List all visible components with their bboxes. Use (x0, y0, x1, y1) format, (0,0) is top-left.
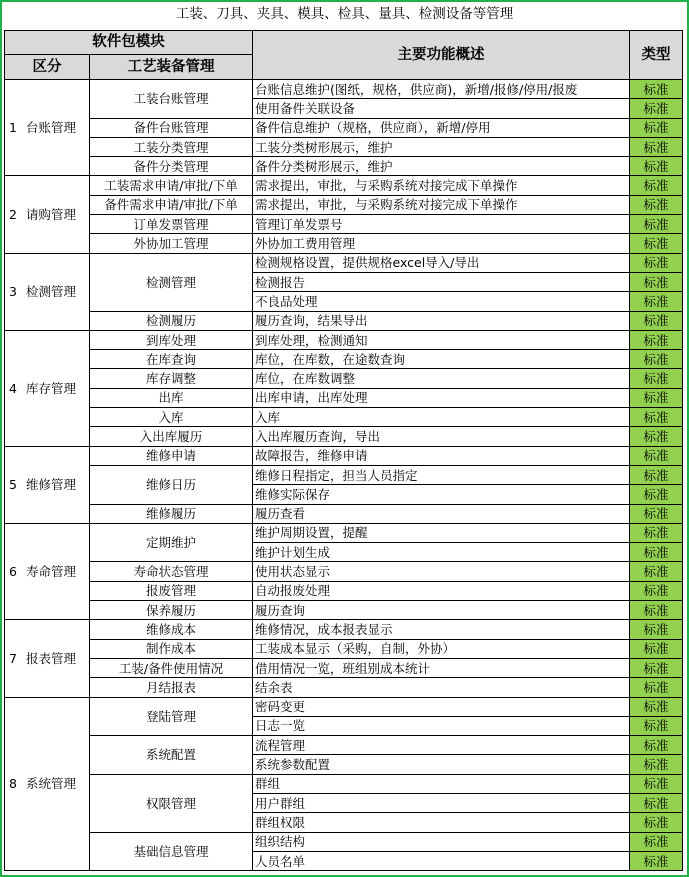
type-cell: 标准 (630, 523, 683, 542)
type-cell: 标准 (630, 716, 683, 735)
area-label: 库存管理 (25, 380, 76, 396)
description-cell: 库位，在库数调整 (253, 369, 630, 388)
module-cell: 备件分类管理 (90, 157, 253, 176)
type-cell: 标准 (630, 253, 683, 272)
table-row (5, 504, 683, 523)
module-cell: 检测履历 (90, 311, 253, 330)
description-cell: 借用情况一览，班组别成本统计 (253, 658, 630, 677)
module-cell: 报废管理 (90, 581, 253, 600)
description-cell: 管理订单发票号 (253, 215, 630, 234)
area-cell (5, 620, 90, 697)
table-row (5, 736, 683, 755)
description-cell: 需求提出，审批，与采购系统对接完成下单操作 (253, 176, 630, 195)
type-cell: 标准 (630, 543, 683, 562)
area-label: 系统管理 (25, 776, 76, 792)
area-cell (5, 330, 90, 446)
table-row (5, 678, 683, 697)
table-row (5, 446, 683, 465)
module-cell: 保养履历 (90, 601, 253, 620)
description-cell: 工装分类树形展示，维护 (253, 137, 630, 156)
table-row (5, 80, 683, 99)
table-row (5, 581, 683, 600)
type-cell: 标准 (630, 832, 683, 851)
module-cell: 出库 (90, 388, 253, 407)
type-cell: 标准 (630, 793, 683, 812)
type-cell: 标准 (630, 851, 683, 870)
type-cell: 标准 (630, 658, 683, 677)
type-cell: 标准 (630, 697, 683, 716)
area-cell (5, 697, 90, 871)
module-cell: 到库处理 (90, 330, 253, 349)
area-number: 2 (9, 207, 17, 223)
module-cell: 备件台账管理 (90, 118, 253, 137)
module-cell: 检测管理 (90, 253, 253, 311)
description-cell: 入出库履历查询，导出 (253, 427, 630, 446)
description-cell: 故障报告，维修申请 (253, 446, 630, 465)
description-cell: 到库处理，检测通知 (253, 330, 630, 349)
type-cell: 标准 (630, 581, 683, 600)
area-label: 请购管理 (25, 207, 76, 223)
table-row (5, 523, 683, 542)
table-row (5, 234, 683, 253)
table-row (5, 620, 683, 639)
table-row (5, 658, 683, 677)
description-cell: 使用状态显示 (253, 562, 630, 581)
table-row (5, 350, 683, 369)
type-cell: 标准 (630, 427, 683, 446)
module-cell: 权限管理 (90, 774, 253, 832)
description-cell: 工装成本显示（采购，自制，外协） (253, 639, 630, 658)
area-label: 台账管理 (25, 120, 76, 136)
area-cell (5, 176, 90, 253)
table-row (5, 465, 683, 484)
description-cell: 自动报废处理 (253, 581, 630, 600)
table-body (5, 80, 683, 871)
type-cell: 标准 (630, 350, 683, 369)
module-cell: 工装需求申请/审批/下单 (90, 176, 253, 195)
type-cell: 标准 (630, 80, 683, 99)
header-type: 类型 (630, 31, 683, 80)
description-cell: 维护周期设置，提醒 (253, 523, 630, 542)
table-row (5, 601, 683, 620)
area-number: 3 (9, 284, 17, 300)
description-cell: 群组 (253, 774, 630, 793)
area-label: 维修管理 (25, 477, 76, 493)
table-header (5, 31, 683, 80)
description-cell: 结余表 (253, 678, 630, 697)
module-cell: 维修成本 (90, 620, 253, 639)
module-cell: 定期维护 (90, 523, 253, 562)
type-cell: 标准 (630, 736, 683, 755)
description-cell: 不良品处理 (253, 292, 630, 311)
area-cell (5, 446, 90, 523)
description-cell: 日志一览 (253, 716, 630, 735)
module-cell: 备件需求申请/审批/下单 (90, 195, 253, 214)
type-cell: 标准 (630, 408, 683, 427)
area-cell (5, 523, 90, 619)
module-cell: 工装分类管理 (90, 137, 253, 156)
area-number: 7 (9, 650, 17, 666)
module-cell: 订单发票管理 (90, 215, 253, 234)
description-cell: 维修实际保存 (253, 485, 630, 504)
module-cell: 制作成本 (90, 639, 253, 658)
type-cell: 标准 (630, 272, 683, 291)
description-cell: 维修情况，成本报表显示 (253, 620, 630, 639)
type-cell: 标准 (630, 504, 683, 523)
table-row (5, 427, 683, 446)
type-cell: 标准 (630, 292, 683, 311)
type-cell: 标准 (630, 369, 683, 388)
area-number: 1 (9, 120, 17, 136)
description-cell: 维护计划生成 (253, 543, 630, 562)
table-row (5, 195, 683, 214)
type-cell: 标准 (630, 99, 683, 118)
table-row (5, 118, 683, 137)
area-label: 报表管理 (25, 650, 76, 666)
module-cell: 月结报表 (90, 678, 253, 697)
table-row (5, 157, 683, 176)
module-cell: 库存调整 (90, 369, 253, 388)
type-cell: 标准 (630, 234, 683, 253)
description-cell: 使用备件关联设备 (253, 99, 630, 118)
area-cell (5, 80, 90, 176)
function-table (4, 30, 683, 871)
type-cell: 标准 (630, 176, 683, 195)
type-cell: 标准 (630, 311, 683, 330)
description-cell: 人员名单 (253, 851, 630, 870)
document-title: 工装、刀具、夹具、模具、检具、量具、检测设备等管理 (175, 6, 514, 22)
description-cell: 检测报告 (253, 272, 630, 291)
module-cell: 维修履历 (90, 504, 253, 523)
area-number: 4 (9, 380, 17, 396)
table-row (5, 253, 683, 272)
description-cell: 入库 (253, 408, 630, 427)
description-cell: 履历查询，结果导出 (253, 311, 630, 330)
description-cell: 检测规格设置，提供规格excel导入/导出 (253, 253, 630, 272)
table-row (5, 408, 683, 427)
module-cell: 登陆管理 (90, 697, 253, 736)
module-cell: 系统配置 (90, 736, 253, 775)
description-cell: 履历查看 (253, 504, 630, 523)
type-cell: 标准 (630, 774, 683, 793)
description-cell: 维修日程指定，担当人员指定 (253, 465, 630, 484)
module-cell: 入库 (90, 408, 253, 427)
table-row (5, 562, 683, 581)
table-row (5, 215, 683, 234)
description-cell: 库位，在库数，在途数查询 (253, 350, 630, 369)
type-cell: 标准 (630, 388, 683, 407)
module-cell: 工装/备件使用情况 (90, 658, 253, 677)
table-row (5, 369, 683, 388)
area-number: 5 (9, 477, 17, 493)
type-cell: 标准 (630, 813, 683, 832)
description-cell: 群组权限 (253, 813, 630, 832)
area-cell (5, 253, 90, 330)
description-cell: 外协加工费用管理 (253, 234, 630, 253)
type-cell: 标准 (630, 118, 683, 137)
description-cell: 需求提出，审批，与采购系统对接完成下单操作 (253, 195, 630, 214)
description-cell: 备件分类树形展示，维护 (253, 157, 630, 176)
module-cell: 入出库履历 (90, 427, 253, 446)
table-row (5, 137, 683, 156)
module-cell: 工装台账管理 (90, 80, 253, 119)
type-cell: 标准 (630, 485, 683, 504)
type-cell: 标准 (630, 446, 683, 465)
description-cell: 台账信息维护(图纸，规格，供应商)，新增/报修/停用/报废 (253, 80, 630, 99)
table-row (5, 639, 683, 658)
description-cell: 密码变更 (253, 697, 630, 716)
description-cell: 出库申请，出库处理 (253, 388, 630, 407)
table-row (5, 311, 683, 330)
description-cell: 备件信息维护（规格，供应商），新增/停用 (253, 118, 630, 137)
module-cell: 在库查询 (90, 350, 253, 369)
header-package: 软件包模块 (5, 31, 253, 55)
module-cell: 维修申请 (90, 446, 253, 465)
type-cell: 标准 (630, 330, 683, 349)
type-cell: 标准 (630, 195, 683, 214)
type-cell: 标准 (630, 465, 683, 484)
type-cell: 标准 (630, 137, 683, 156)
type-cell: 标准 (630, 601, 683, 620)
header-area: 区分 (5, 55, 90, 80)
header-features: 主要功能概述 (253, 31, 630, 80)
type-cell: 标准 (630, 215, 683, 234)
description-cell: 履历查询 (253, 601, 630, 620)
area-number: 8 (9, 776, 17, 792)
description-cell: 用户群组 (253, 793, 630, 812)
module-cell: 基础信息管理 (90, 832, 253, 871)
table-row (5, 774, 683, 793)
table-row (5, 697, 683, 716)
module-cell: 维修日历 (90, 465, 253, 504)
table-row (5, 832, 683, 851)
table-row (5, 330, 683, 349)
type-cell: 标准 (630, 157, 683, 176)
type-cell: 标准 (630, 620, 683, 639)
table-row (5, 388, 683, 407)
table-row (5, 176, 683, 195)
type-cell: 标准 (630, 755, 683, 774)
area-number: 6 (9, 564, 17, 580)
type-cell: 标准 (630, 639, 683, 658)
type-cell: 标准 (630, 562, 683, 581)
header-module: 工艺装备管理 (90, 55, 253, 80)
area-label: 检测管理 (25, 284, 76, 300)
description-cell: 组织结构 (253, 832, 630, 851)
type-cell: 标准 (630, 678, 683, 697)
area-label: 寿命管理 (25, 564, 76, 580)
module-cell: 寿命状态管理 (90, 562, 253, 581)
module-cell: 外协加工管理 (90, 234, 253, 253)
description-cell: 流程管理 (253, 736, 630, 755)
description-cell: 系统参数配置 (253, 755, 630, 774)
